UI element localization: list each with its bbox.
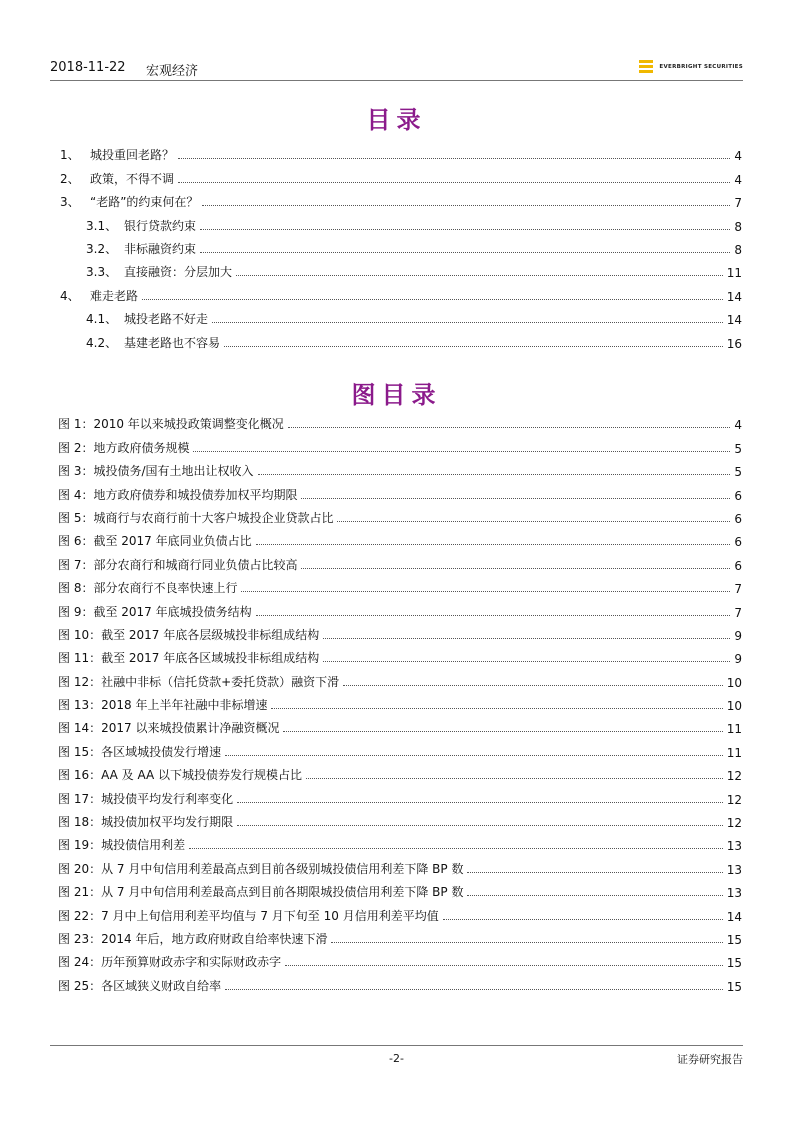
dot-leader xyxy=(301,568,730,569)
toc-entry-label: 难走老路 xyxy=(90,288,139,303)
dot-leader xyxy=(178,182,730,183)
page-number: -2- xyxy=(389,1052,404,1065)
figure-entry[interactable] xyxy=(58,713,742,736)
figure-entry-label: 图 18：城投债加权平均发行期限 xyxy=(58,815,234,830)
figure-entry[interactable] xyxy=(58,666,742,689)
figure-entry-page: 15 xyxy=(726,979,742,994)
figure-entry-label: 图 23：2014 年后，地方政府财政自给率快速下滑 xyxy=(58,931,328,946)
figure-entry-label: 图 10：截至 2017 年底各层级城投非标组成结构 xyxy=(58,627,320,642)
toc-entry-text xyxy=(86,217,198,234)
figure-entry-page: 10 xyxy=(726,675,742,690)
figure-entry-page: 5 xyxy=(734,441,742,456)
toc-entry-text xyxy=(86,310,210,327)
toc-entry-page: 14 xyxy=(726,289,742,304)
figure-entry-label: 图 5：城商行与农商行前十大客户城投企业贷款占比 xyxy=(58,510,334,525)
figure-entry-page: 12 xyxy=(726,816,742,831)
dot-leader xyxy=(178,158,730,159)
figure-entry-label: 图 15：各区域城投债发行增速 xyxy=(58,744,222,759)
figure-entry-label: 图 14：2017 以来城投债累计净融资概况 xyxy=(58,721,280,736)
dot-leader xyxy=(200,229,730,230)
figure-entry-page: 13 xyxy=(726,839,742,854)
header-divider xyxy=(50,80,743,81)
dot-leader xyxy=(212,322,723,323)
toc-title: 目录 xyxy=(366,105,427,134)
toc-entry-number: 4、 xyxy=(60,288,80,303)
toc-entry-text xyxy=(86,263,234,280)
report-type: 证券研究报告 xyxy=(677,1053,743,1066)
figure-entry-page: 5 xyxy=(734,465,742,480)
figure-entry-page: 11 xyxy=(726,722,742,737)
figure-entry-page: 9 xyxy=(734,652,742,667)
toc-entry-label: 城投重回老路？ xyxy=(90,148,175,163)
figure-entry-label: 图 8：部分农商行不良率快速上行 xyxy=(58,581,238,596)
figure-entry-page: 12 xyxy=(726,792,742,807)
toc-entry-text xyxy=(86,334,222,351)
figure-entry-label: 图 16：AA 及 AA 以下城投债券发行规模占比 xyxy=(58,768,303,783)
toc-entry-text xyxy=(60,146,176,163)
toc-entry[interactable] xyxy=(60,140,742,163)
figure-entry[interactable] xyxy=(58,596,742,619)
toc-entry-label: 非标融资约束 xyxy=(124,241,197,256)
figure-entry-page: 4 xyxy=(734,418,742,433)
dot-leader xyxy=(202,205,730,206)
footer-divider xyxy=(50,1045,743,1046)
figure-entry-label: 图 20：从 7 月中旬信用利差最高点到目前各级别城投债信用利差下降 BP 数 xyxy=(58,861,464,876)
logo-icon xyxy=(639,60,653,73)
figure-entry[interactable] xyxy=(58,807,742,830)
figure-entry[interactable] xyxy=(58,924,742,947)
figure-entry-label: 图 17：城投债平均发行利率变化 xyxy=(58,791,234,806)
figure-entry-label: 图 22：7 月中上旬信用利差平均值与 7 月下旬至 10 月信用利差平均值 xyxy=(58,908,439,923)
figure-entry-page: 6 xyxy=(734,558,742,573)
figure-entry-page: 15 xyxy=(726,932,742,947)
figure-entry[interactable] xyxy=(58,947,742,970)
dot-leader xyxy=(241,591,730,592)
dot-leader xyxy=(225,755,723,756)
toc-entry-text xyxy=(86,240,198,257)
figure-entry-page: 12 xyxy=(726,769,742,784)
figure-entry-page: 6 xyxy=(734,535,742,550)
toc-entry[interactable] xyxy=(60,234,742,257)
figure-entry-page: 9 xyxy=(734,628,742,643)
figure-entry-label: 图 9：截至 2017 年底城投债务结构 xyxy=(58,604,252,619)
toc-entry-page: 4 xyxy=(734,149,742,164)
toc-entry[interactable] xyxy=(60,187,742,210)
toc-entry-number: 4.2、 xyxy=(86,335,118,350)
toc-entry[interactable] xyxy=(60,210,742,233)
dot-leader xyxy=(189,848,723,849)
figure-entry-label: 图 13：2018 年上半年社融中非标增速 xyxy=(58,698,268,713)
toc-entry-page: 4 xyxy=(734,172,742,187)
dot-leader xyxy=(306,778,723,779)
figure-entry-label: 图 21：从 7 月中旬信用利差最高点到目前各期限城投债信用利差下降 BP 数 xyxy=(58,885,464,900)
toc-entry-number: 3、 xyxy=(60,195,80,210)
dot-leader xyxy=(443,919,723,920)
dot-leader xyxy=(236,275,723,276)
figure-entry-page: 14 xyxy=(726,909,742,924)
page-header xyxy=(50,60,743,80)
figure-entry[interactable] xyxy=(58,503,742,526)
figure-entry-page: 11 xyxy=(726,745,742,760)
figure-entry[interactable] xyxy=(58,736,742,759)
header-date: 2018-11-22 xyxy=(50,60,126,75)
figure-entry[interactable] xyxy=(58,900,742,923)
dot-leader xyxy=(271,708,722,709)
figure-entry-label: 图 7：部分农商行和城商行同业负债占比较高 xyxy=(58,557,298,572)
toc-entry-number: 3.3、 xyxy=(86,265,118,280)
toc-entry-label: “老路”的约束何在？ xyxy=(90,195,199,210)
figure-entry[interactable] xyxy=(58,970,742,993)
brand-logo xyxy=(639,60,743,73)
figure-entry[interactable] xyxy=(58,853,742,876)
dot-leader xyxy=(193,451,730,452)
figure-entry-label: 图 2：地方政府债务规模 xyxy=(58,440,190,455)
toc-entry-page: 14 xyxy=(726,313,742,328)
toc-entry[interactable] xyxy=(60,304,742,327)
figure-entry-page: 15 xyxy=(726,956,742,971)
toc-entry-number: 3.2、 xyxy=(86,241,118,256)
toc-entry-number: 2、 xyxy=(60,171,80,186)
figure-entry[interactable] xyxy=(58,760,742,783)
figure-entry-label: 图 6：截至 2017 年底同业负债占比 xyxy=(58,534,252,549)
figure-entry[interactable] xyxy=(58,526,742,549)
dot-leader xyxy=(224,346,723,347)
toc-entry-page: 7 xyxy=(734,196,742,211)
dot-leader xyxy=(323,661,730,662)
toc-entry-page: 11 xyxy=(726,266,742,281)
dot-leader xyxy=(200,252,730,253)
figure-entry[interactable] xyxy=(58,549,742,572)
toc-entry-text xyxy=(60,170,176,187)
toc-entry-label: 直接融资：分层加大 xyxy=(124,265,233,280)
toc-entry-text xyxy=(60,287,140,304)
figure-entry[interactable] xyxy=(58,409,742,432)
header-section: 宏观经济 xyxy=(146,64,199,79)
figure-entry[interactable] xyxy=(58,456,742,479)
dot-leader xyxy=(467,872,722,873)
toc-entry-label: 基建老路也不容易 xyxy=(124,335,221,350)
dot-leader xyxy=(288,427,731,428)
dot-leader xyxy=(301,498,730,499)
figure-entry-page: 6 xyxy=(734,488,742,503)
toc-entry-number: 4.1、 xyxy=(86,312,118,327)
figure-entry[interactable] xyxy=(58,830,742,853)
figure-entry[interactable] xyxy=(58,877,742,900)
toc-entry-page: 16 xyxy=(726,336,742,351)
figure-entry-label: 图 11：截至 2017 年底各区域城投非标组成结构 xyxy=(58,651,320,666)
dot-leader xyxy=(331,942,722,943)
dot-leader xyxy=(337,521,730,522)
dot-leader xyxy=(142,299,723,300)
figure-entry[interactable] xyxy=(58,620,742,643)
figure-entry[interactable] xyxy=(58,479,742,502)
figure-entry[interactable] xyxy=(58,573,742,596)
toc-entry[interactable] xyxy=(60,257,742,280)
dot-leader xyxy=(237,825,723,826)
dot-leader xyxy=(285,965,723,966)
figure-entry-label: 图 25：各区域狭义财政自给率 xyxy=(58,978,222,993)
figure-entry-label: 图 4：地方政府债券和城投债券加权平均期限 xyxy=(58,487,298,502)
figure-entry-page: 7 xyxy=(734,605,742,620)
figure-entry-page: 10 xyxy=(726,699,742,714)
toc-entry[interactable] xyxy=(60,163,742,186)
toc-entry-page: 8 xyxy=(734,219,742,234)
figure-entry[interactable] xyxy=(58,783,742,806)
dot-leader xyxy=(343,685,723,686)
figure-entry-label: 图 12：社融中非标（信托贷款+委托贷款）融资下滑 xyxy=(58,674,340,689)
dot-leader xyxy=(256,544,731,545)
figure-entry[interactable] xyxy=(58,690,742,713)
toc-entry[interactable] xyxy=(60,280,742,303)
figure-entry-page: 6 xyxy=(734,511,742,526)
toc-entry-label: 城投老路不好走 xyxy=(124,312,209,327)
dot-leader xyxy=(256,615,731,616)
figure-entry-page: 13 xyxy=(726,862,742,877)
figure-entry[interactable] xyxy=(58,643,742,666)
figure-entry-label: 图 1：2010 年以来城投政策调整变化概况 xyxy=(58,417,284,432)
figure-toc-title: 图目录 xyxy=(351,380,442,409)
dot-leader xyxy=(258,474,731,475)
figure-entry-page: 13 xyxy=(726,886,742,901)
dot-leader xyxy=(283,731,722,732)
toc-entry-number: 1、 xyxy=(60,148,80,163)
dot-leader xyxy=(225,989,723,990)
figure-list xyxy=(58,409,742,994)
toc-entry-text xyxy=(60,193,200,210)
figure-entry-label: 图 24：历年预算财政赤字和实际财政赤字 xyxy=(58,955,282,970)
toc-entry-number: 3.1、 xyxy=(86,218,118,233)
toc-entry-label: 银行贷款约束 xyxy=(124,218,197,233)
toc-entry[interactable] xyxy=(60,327,742,350)
dot-leader xyxy=(237,802,723,803)
dot-leader xyxy=(467,895,722,896)
figure-entry-page: 7 xyxy=(734,582,742,597)
brand-name: EVERBRIGHT SECURITIES xyxy=(659,63,743,70)
figure-entry[interactable] xyxy=(58,432,742,455)
figure-entry-label: 图 3：城投债务/国有土地出让权收入 xyxy=(58,464,254,479)
dot-leader xyxy=(323,638,730,639)
figure-entry-label: 图 19：城投债信用利差 xyxy=(58,838,186,853)
toc-entry-page: 8 xyxy=(734,242,742,257)
toc-entry-label: 政策，不得不调 xyxy=(90,171,175,186)
table-of-contents xyxy=(60,140,742,351)
